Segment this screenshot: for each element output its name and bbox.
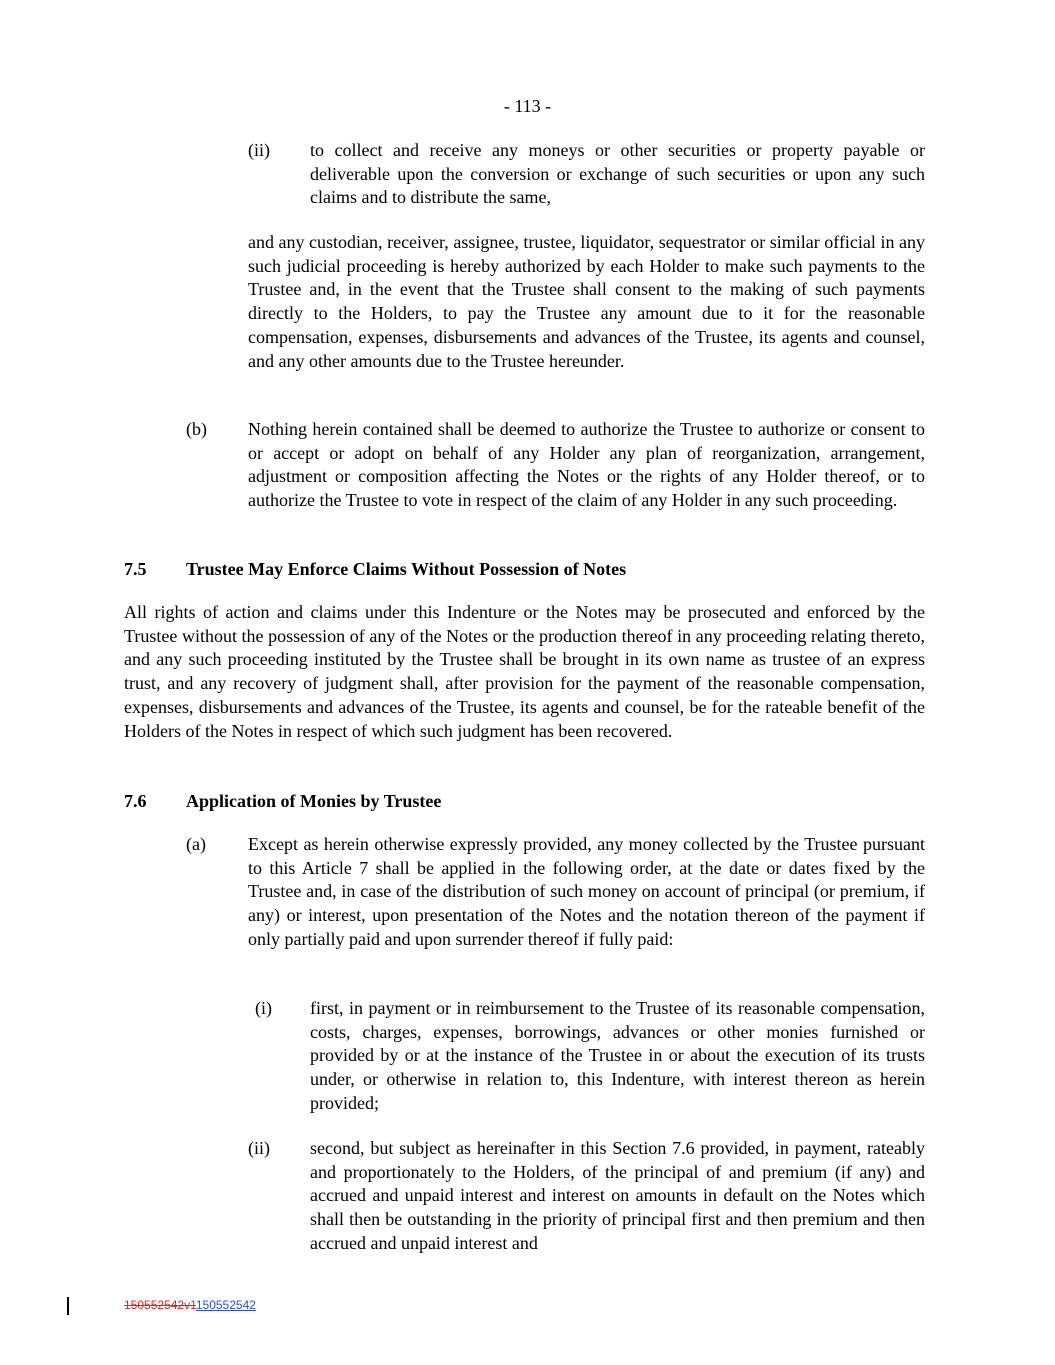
item-b-label: (b) [186, 419, 207, 439]
item-ii-text: to collect and receive any moneys or other securities or property payable or deliverable upon the conversion or exchange of such securities or upon any such claims and to distribute the same, [310, 140, 925, 208]
document-id-footer [124, 1297, 256, 1313]
item-ii-bottom-label: (ii) [248, 1138, 270, 1158]
item-i-text: first, in payment or in reimbursement to the Trustee of its reasonable compensation, costs, charges, expenses, borrowings, advances or other monies furnished or provided by or at the instance of the Trustee in or about the execution of its trusts under, or otherwise in relation to, this Indenture, with interest thereon as herein provided; [310, 998, 925, 1113]
item-b-text: Nothing herein contained shall be deemed to authorize the Trustee to authorize or consent to or accept or adopt on behalf of any Holder any plan of reorganization, arrangement, adjustment or composition affecting the Notes or the rights of any Holder thereof, or to authorize the Trustee to vote in respect of the claim of any Holder in any such proceeding. [248, 419, 925, 511]
section-7-6-number: 7.6 [124, 791, 147, 811]
section-7-5-number: 7.5 [124, 559, 147, 579]
item-a-label: (a) [186, 834, 206, 854]
continuation-paragraph: and any custodian, receiver, assignee, trustee, liquidator, sequestrator or similar official in any such judicial proceeding is hereby authorized by each Holder to make such payments to the Trustee and, in the event that the Trustee shall consent to the making of such payments directly to the Holders, to pay the Trustee any amount due to it for the reasonable compensation, expenses, disbursements and advances of the Trustee, its agents and counsel, and any other amounts due to the Trustee hereunder. [248, 232, 925, 371]
item-a-text: Except as herein otherwise expressly provided, any money collected by the Trustee pursuant to this Article 7 shall be applied in the following order, at the date or dates fixed by the Trustee and, in case of the distribution of such money on account of principal (or premium, if any) or interest, upon presentation of the Notes and the notation thereon of the payment if only partially paid and upon surrender thereof if fully paid: [248, 834, 925, 949]
item-i-label: (i) [255, 998, 272, 1018]
inserted-doc-id: 150552542 [195, 1298, 256, 1312]
section-7-6-title: Application of Monies by Trustee [186, 791, 442, 811]
change-bar [67, 1297, 69, 1315]
page-number: - 113 - [503, 96, 552, 116]
item-ii-label: (ii) [248, 140, 270, 160]
deleted-doc-id: 150552542v1 [124, 1298, 196, 1312]
section-7-5-title: Trustee May Enforce Claims Without Possession of Notes [186, 559, 627, 579]
section-7-5-heading [124, 557, 626, 581]
item-ii-bottom-text: second, but subject as hereinafter in this Section 7.6 provided, in payment, rateably and proportionately to the Holders, of the principal of and premium (if any) and accrued and unpaid interest and interest on amounts in default on the Notes which shall then be outstanding in the priority of principal first and then premium and then accrued and unpaid interest and [310, 1138, 925, 1253]
section-7-5-body: All rights of action and claims under this Indenture or the Notes may be prosecuted and enforced by the Trustee without the possession of any of the Notes or the production thereof in any proceeding relating thereto, and any such proceeding instituted by the Trustee shall be brought in its own name as trustee of an express trust, and any recovery of judgment shall, after provision for the payment of the reasonable compensation, expenses, disbursements and advances of the Trustee, its agents and counsel, be for the rateable benefit of the Holders of the Notes in respect of which such judgment has been recovered. [124, 602, 925, 741]
section-7-6-heading [124, 789, 441, 813]
